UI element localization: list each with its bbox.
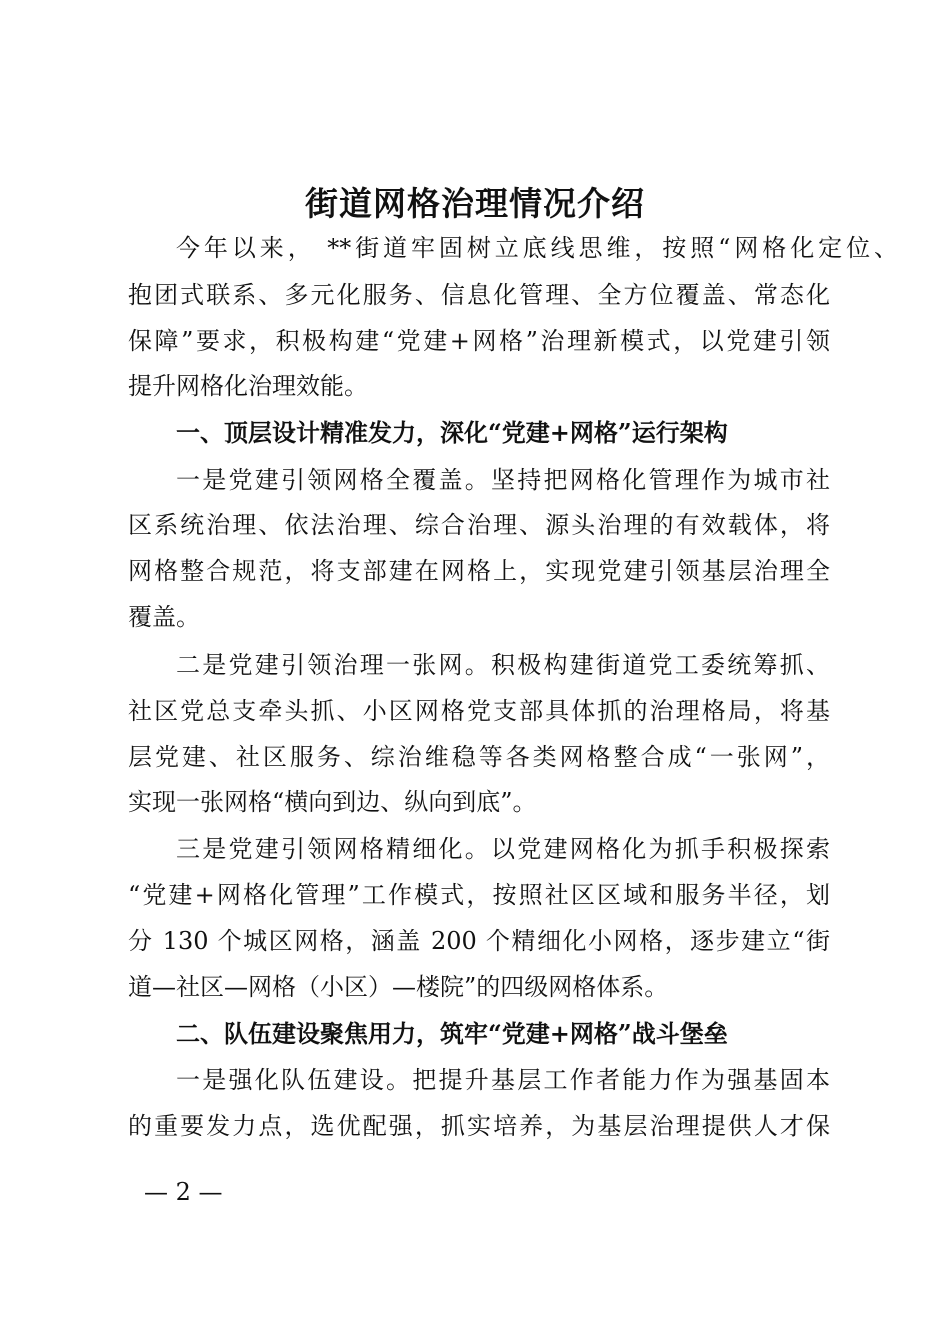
- paragraph-line: 实现一张网格“横向到边、纵向到底”。: [128, 788, 537, 816]
- paragraph-line: 层党建、社区服务、综治维稳等各类网格整合成“一张网”，: [128, 743, 830, 771]
- paragraph-line: 今年以来， **街道牢固树立底线思维，按照“网格化定位、: [176, 234, 898, 262]
- document-title: 街道网格治理情况介绍: [305, 184, 645, 223]
- page-number: — 2 —: [144, 1178, 223, 1206]
- section-heading: 二、队伍建设聚焦用力，筑牢“党建+网格”战斗堡垒: [176, 1019, 728, 1048]
- paragraph-line: 二是党建引领治理一张网。积极构建街道党工委统筹抓、: [176, 651, 830, 679]
- paragraph-line: 提升网格化治理效能。: [128, 372, 368, 400]
- paragraph-line: 抱团式联系、多元化服务、信息化管理、全方位覆盖、常态化: [128, 281, 830, 309]
- paragraph-line: 分 130 个城区网格，涵盖 200 个精细化小网格，逐步建立“街: [128, 927, 830, 955]
- paragraph-line: 社区党总支牵头抓、小区网格党支部具体抓的治理格局，将基: [128, 697, 830, 725]
- paragraph-line: 的重要发力点，选优配强，抓实培养，为基层治理提供人才保: [128, 1112, 830, 1140]
- paragraph-line: “党建+网格化管理”工作模式，按照社区区域和服务半径，划: [128, 881, 830, 909]
- paragraph-line: 覆盖。: [128, 603, 200, 631]
- paragraph-line: 网格整合规范，将支部建在网格上，实现党建引领基层治理全: [128, 557, 830, 585]
- paragraph-line: 道—社区—网格（小区）—楼院”的四级网格体系。: [128, 973, 669, 1001]
- paragraph-line: 区系统治理、依法治理、综合治理、源头治理的有效载体，将: [128, 511, 830, 539]
- paragraph-line: 三是党建引领网格精细化。以党建网格化为抓手积极探索: [176, 835, 830, 863]
- paragraph-line: 一是党建引领网格全覆盖。坚持把网格化管理作为城市社: [176, 466, 830, 494]
- paragraph-line: 一是强化队伍建设。把提升基层工作者能力作为强基固本: [176, 1066, 830, 1094]
- section-heading: 一、顶层设计精准发力，深化“党建+网格”运行架构: [176, 418, 728, 447]
- paragraph-line: 保障”要求，积极构建“党建+网格”治理新模式，以党建引领: [128, 327, 830, 355]
